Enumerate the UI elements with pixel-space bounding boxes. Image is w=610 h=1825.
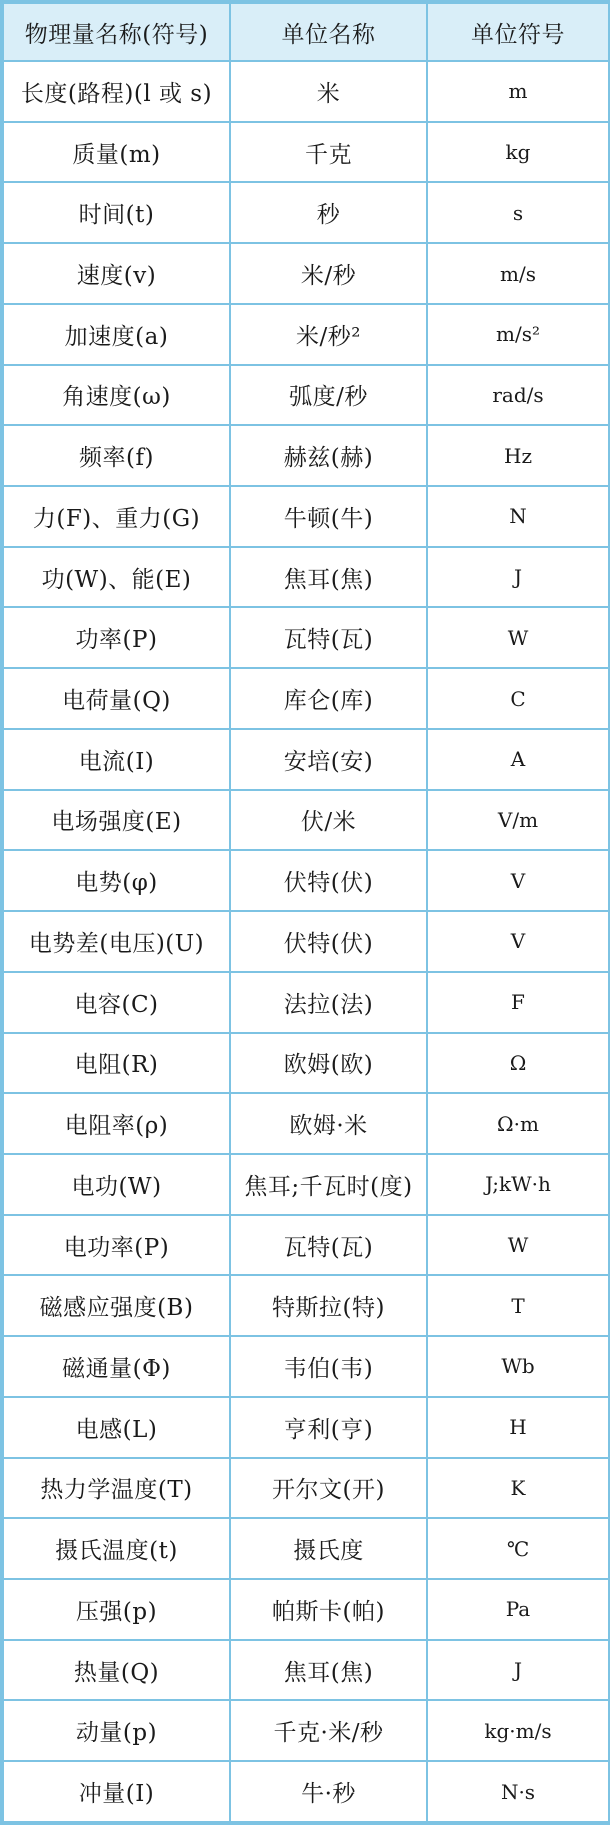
unit-symbol-cell: m/s	[427, 243, 609, 304]
table-row	[3, 547, 609, 608]
quantity-name-cell: 电感(L)	[3, 1397, 230, 1458]
header-unit-name: 单位名称	[230, 3, 427, 61]
unit-name-cell: 伏/米	[230, 790, 427, 851]
unit-name-cell: 法拉(法)	[230, 972, 427, 1033]
table-row	[3, 729, 609, 790]
table-row	[3, 607, 609, 668]
unit-symbol-cell: N	[427, 486, 609, 547]
unit-symbol-cell: rad/s	[427, 365, 609, 426]
table-row	[3, 486, 609, 547]
quantity-name-cell: 电流(I)	[3, 729, 230, 790]
unit-symbol-cell: Wb	[427, 1336, 609, 1397]
unit-symbol-cell: W	[427, 1215, 609, 1276]
table-row	[3, 365, 609, 426]
table-row	[3, 1154, 609, 1215]
unit-symbol-cell: Pa	[427, 1579, 609, 1640]
quantity-name-cell: 磁通量(Φ)	[3, 1336, 230, 1397]
unit-name-cell: 米/秒²	[230, 304, 427, 365]
quantity-name-cell: 冲量(I)	[3, 1761, 230, 1822]
unit-symbol-cell: kg·m/s	[427, 1700, 609, 1761]
unit-symbol-cell: T	[427, 1275, 609, 1336]
unit-name-cell: 米/秒	[230, 243, 427, 304]
unit-symbol-cell: A	[427, 729, 609, 790]
quantity-name-cell: 电容(C)	[3, 972, 230, 1033]
quantity-name-cell: 功率(P)	[3, 607, 230, 668]
unit-name-cell: 开尔文(开)	[230, 1458, 427, 1519]
quantity-name-cell: 电阻(R)	[3, 1033, 230, 1094]
quantity-name-cell: 长度(路程)(l 或 s)	[3, 61, 230, 122]
table-row	[3, 243, 609, 304]
physics-units-table	[2, 2, 610, 1823]
unit-symbol-cell: m/s²	[427, 304, 609, 365]
quantity-name-cell: 电场强度(E)	[3, 790, 230, 851]
table-row	[3, 1397, 609, 1458]
unit-symbol-cell: F	[427, 972, 609, 1033]
unit-symbol-cell: ℃	[427, 1518, 609, 1579]
quantity-name-cell: 加速度(a)	[3, 304, 230, 365]
unit-symbol-cell: m	[427, 61, 609, 122]
unit-name-cell: 牛·秒	[230, 1761, 427, 1822]
table-body	[3, 61, 609, 1822]
header-quantity-name: 物理量名称(符号)	[3, 3, 230, 61]
unit-symbol-cell: W	[427, 607, 609, 668]
quantity-name-cell: 电功率(P)	[3, 1215, 230, 1276]
unit-symbol-cell: V	[427, 850, 609, 911]
table-row	[3, 1093, 609, 1154]
unit-symbol-cell: s	[427, 182, 609, 243]
table-row	[3, 122, 609, 183]
unit-name-cell: 伏特(伏)	[230, 911, 427, 972]
quantity-name-cell: 电荷量(Q)	[3, 668, 230, 729]
quantity-name-cell: 频率(f)	[3, 425, 230, 486]
unit-symbol-cell: C	[427, 668, 609, 729]
unit-symbol-cell: Ω	[427, 1033, 609, 1094]
quantity-name-cell: 时间(t)	[3, 182, 230, 243]
unit-symbol-cell: J	[427, 1640, 609, 1701]
table-row	[3, 304, 609, 365]
unit-name-cell: 帕斯卡(帕)	[230, 1579, 427, 1640]
unit-name-cell: 焦耳;千瓦时(度)	[230, 1154, 427, 1215]
quantity-name-cell: 电阻率(ρ)	[3, 1093, 230, 1154]
table-row	[3, 911, 609, 972]
unit-name-cell: 焦耳(焦)	[230, 547, 427, 608]
quantity-name-cell: 磁感应强度(B)	[3, 1275, 230, 1336]
table-row	[3, 1640, 609, 1701]
unit-symbol-cell: J;kW·h	[427, 1154, 609, 1215]
quantity-name-cell: 质量(m)	[3, 122, 230, 183]
quantity-name-cell: 电势(φ)	[3, 850, 230, 911]
table-row	[3, 850, 609, 911]
table-row	[3, 1033, 609, 1094]
table-row	[3, 1336, 609, 1397]
unit-name-cell: 亨利(亨)	[230, 1397, 427, 1458]
unit-name-cell: 摄氏度	[230, 1518, 427, 1579]
table-row	[3, 1761, 609, 1822]
unit-name-cell: 千克	[230, 122, 427, 183]
quantity-name-cell: 功(W)、能(E)	[3, 547, 230, 608]
quantity-name-cell: 力(F)、重力(G)	[3, 486, 230, 547]
unit-symbol-cell: J	[427, 547, 609, 608]
quantity-name-cell: 压强(p)	[3, 1579, 230, 1640]
unit-name-cell: 安培(安)	[230, 729, 427, 790]
unit-name-cell: 特斯拉(特)	[230, 1275, 427, 1336]
table-row	[3, 61, 609, 122]
table-row	[3, 1518, 609, 1579]
unit-name-cell: 米	[230, 61, 427, 122]
table-row	[3, 972, 609, 1033]
unit-name-cell: 弧度/秒	[230, 365, 427, 426]
unit-symbol-cell: kg	[427, 122, 609, 183]
unit-name-cell: 千克·米/秒	[230, 1700, 427, 1761]
quantity-name-cell: 摄氏温度(t)	[3, 1518, 230, 1579]
header-unit-symbol: 单位符号	[427, 3, 609, 61]
unit-symbol-cell: Ω·m	[427, 1093, 609, 1154]
unit-name-cell: 瓦特(瓦)	[230, 607, 427, 668]
unit-symbol-cell: Hz	[427, 425, 609, 486]
table-row	[3, 1700, 609, 1761]
quantity-name-cell: 速度(v)	[3, 243, 230, 304]
unit-name-cell: 赫兹(赫)	[230, 425, 427, 486]
unit-name-cell: 伏特(伏)	[230, 850, 427, 911]
unit-symbol-cell: K	[427, 1458, 609, 1519]
quantity-name-cell: 电势差(电压)(U)	[3, 911, 230, 972]
table-row	[3, 668, 609, 729]
table-row	[3, 1458, 609, 1519]
unit-name-cell: 秒	[230, 182, 427, 243]
table-header-row	[3, 3, 609, 61]
table-row	[3, 790, 609, 851]
unit-name-cell: 库仑(库)	[230, 668, 427, 729]
unit-name-cell: 韦伯(韦)	[230, 1336, 427, 1397]
unit-name-cell: 欧姆(欧)	[230, 1033, 427, 1094]
unit-symbol-cell: H	[427, 1397, 609, 1458]
quantity-name-cell: 热力学温度(T)	[3, 1458, 230, 1519]
unit-name-cell: 焦耳(焦)	[230, 1640, 427, 1701]
unit-name-cell: 瓦特(瓦)	[230, 1215, 427, 1276]
table-row	[3, 1579, 609, 1640]
unit-symbol-cell: V	[427, 911, 609, 972]
unit-symbol-cell: N·s	[427, 1761, 609, 1822]
table-row	[3, 1275, 609, 1336]
table-row	[3, 425, 609, 486]
unit-name-cell: 牛顿(牛)	[230, 486, 427, 547]
unit-name-cell: 欧姆·米	[230, 1093, 427, 1154]
quantity-name-cell: 热量(Q)	[3, 1640, 230, 1701]
unit-symbol-cell: V/m	[427, 790, 609, 851]
quantity-name-cell: 动量(p)	[3, 1700, 230, 1761]
quantity-name-cell: 电功(W)	[3, 1154, 230, 1215]
table-row	[3, 1215, 609, 1276]
quantity-name-cell: 角速度(ω)	[3, 365, 230, 426]
table-row	[3, 182, 609, 243]
